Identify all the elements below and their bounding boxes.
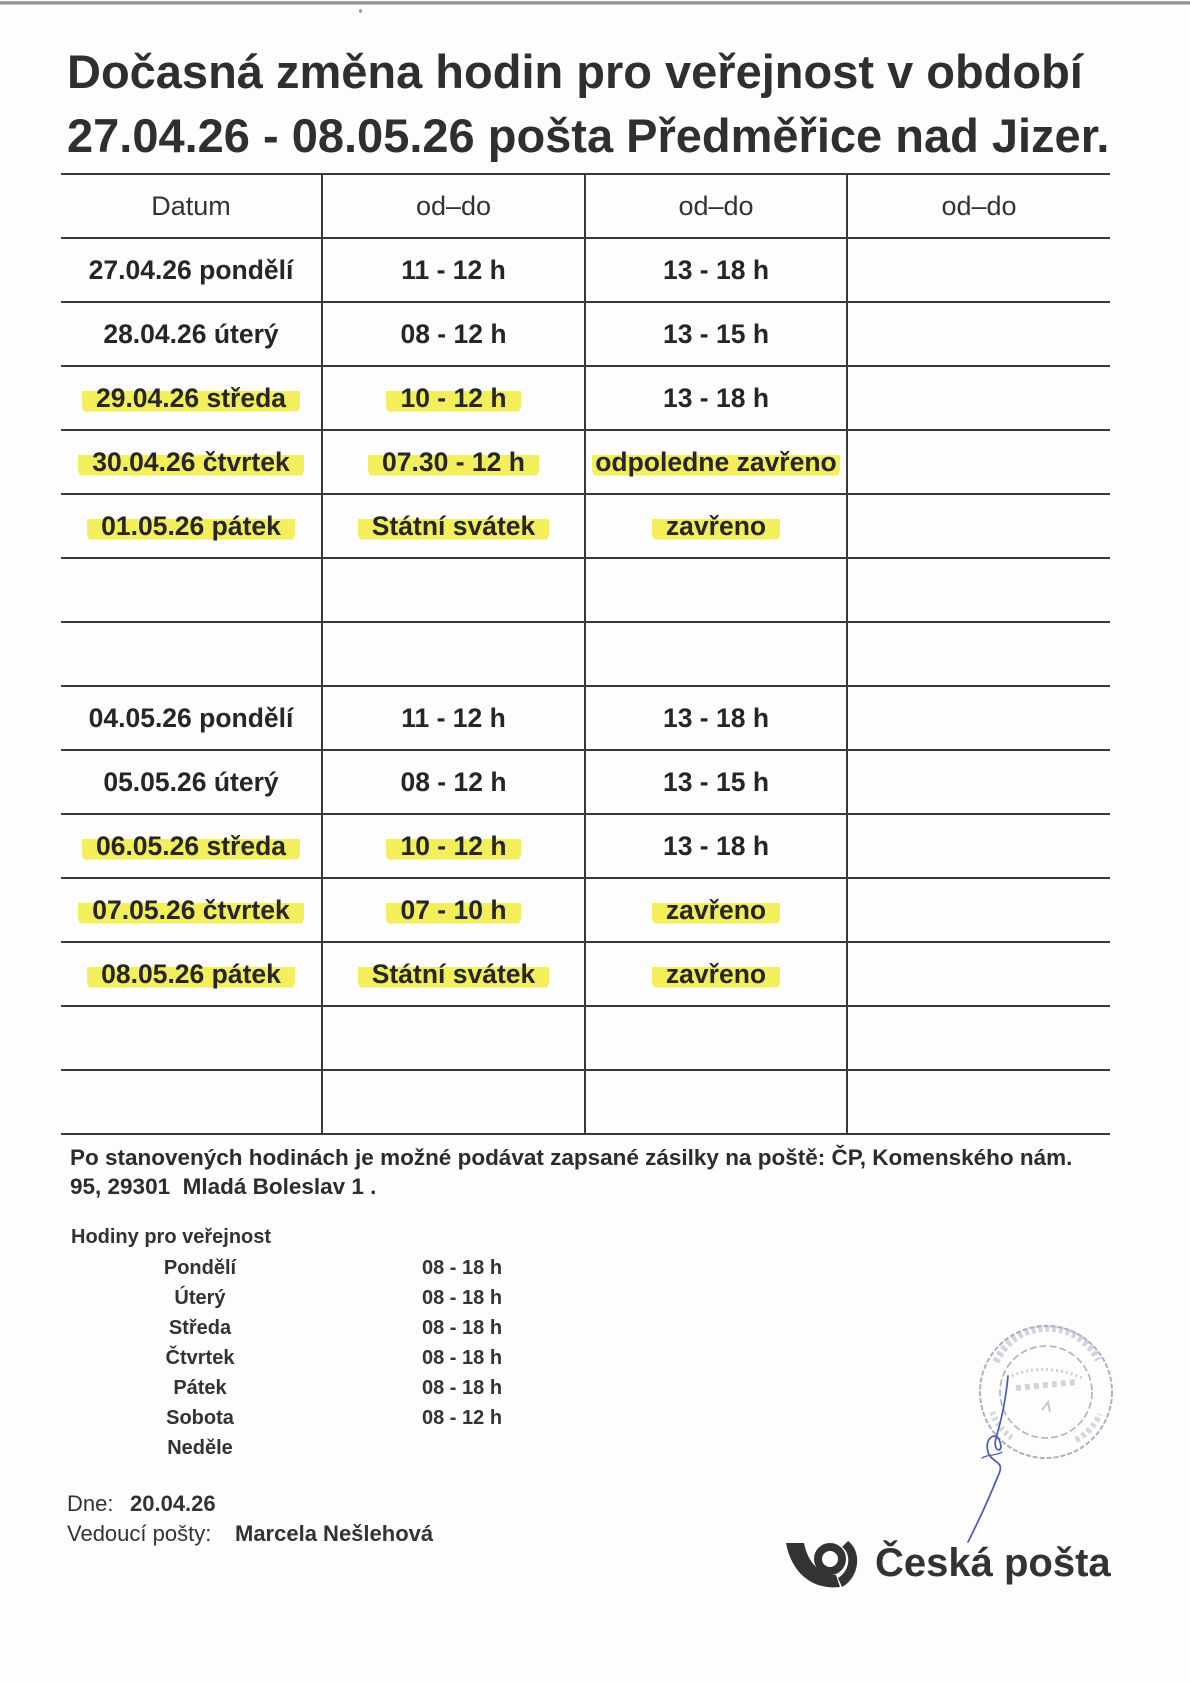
schedule-row <box>61 686 1110 750</box>
issue-date-line <box>67 1489 567 1519</box>
slot-3-cell <box>847 238 1110 302</box>
slot-1-cell <box>322 430 585 494</box>
day-hours: 08 - 12 h <box>422 1407 503 1429</box>
date-text: 29.04.26 středa <box>82 381 300 415</box>
day-name: Pondělí <box>163 1257 237 1279</box>
slot-2-text: 13 - 18 h <box>662 703 770 733</box>
slot-1-text: 08 - 12 h <box>400 319 507 349</box>
slot-1-text: 11 - 12 h <box>401 703 506 733</box>
schedule-row <box>61 494 1110 558</box>
date-cell <box>61 814 322 878</box>
day-name: Úterý <box>174 1287 226 1309</box>
slot-1-cell <box>322 750 585 814</box>
slot-3-cell <box>847 494 1110 558</box>
date-cell <box>61 366 322 430</box>
date-text: 08.05.26 pátek <box>87 957 295 991</box>
slot-2-cell <box>585 302 847 366</box>
schedule-row <box>61 302 1110 366</box>
notice-line-1: Po stanovených hodinách je možné podávat zapsané zásilky na poště: ČP, Komenského nám. <box>70 1145 1073 1170</box>
date-text: 01.05.26 pátek <box>87 509 295 543</box>
schedule-row <box>61 942 1110 1006</box>
page-title-line-2: 27.04.26 - 08.05.26 pošta Předměřice nad Jizer. <box>67 109 1110 162</box>
slot-2-cell <box>585 750 847 814</box>
hours-row <box>0 1343 600 1373</box>
date-label: Dne: <box>67 1491 114 1516</box>
notice-line-2: 95, 29301 Mladá Boleslav 1 . <box>70 1174 377 1199</box>
slot-2-cell <box>585 494 847 558</box>
slot-2-cell <box>585 558 847 622</box>
slot-3-cell <box>847 686 1110 750</box>
slot-2-text: zavřeno <box>652 957 780 991</box>
date-text: 06.05.26 středa <box>82 829 300 863</box>
schedule-row <box>61 430 1110 494</box>
slot-1-text: 08 - 12 h <box>400 767 507 797</box>
date-text: 28.04.26 úterý <box>103 319 279 349</box>
day-hours: 08 - 18 h <box>422 1317 503 1339</box>
regular-hours-title: Hodiny pro veřejnost <box>71 1226 272 1248</box>
schedule-row <box>61 750 1110 814</box>
alternative-post-office-notice <box>70 1143 1072 1201</box>
slot-2-text: 13 - 15 h <box>662 767 770 797</box>
ceska-posta-logo <box>784 1534 1124 1594</box>
slot-3-cell <box>847 750 1110 814</box>
date-cell <box>61 622 322 686</box>
slot-1-text: 07 - 10 h <box>386 893 520 927</box>
slot-2-cell <box>585 878 847 942</box>
logo-text: Česká pošta <box>875 1541 1111 1585</box>
header-row <box>61 174 1110 238</box>
slot-1-cell <box>322 366 585 430</box>
day-name: Středa <box>168 1317 232 1339</box>
manager-name: Marcela Nešlehová <box>235 1521 434 1546</box>
day-hours: 08 - 18 h <box>422 1377 503 1399</box>
slot-1-cell <box>322 1006 585 1070</box>
date-cell <box>61 686 322 750</box>
hours-row <box>0 1373 600 1403</box>
postal-horn-icon <box>784 1537 864 1591</box>
slot-3-cell <box>847 558 1110 622</box>
slot-2-cell <box>585 814 847 878</box>
day-name: Čtvrtek <box>165 1347 235 1369</box>
slot-3-cell <box>847 430 1110 494</box>
schedule-body <box>61 238 1110 1134</box>
slot-1-cell <box>322 494 585 558</box>
slot-1-text: 10 - 12 h <box>386 829 520 863</box>
day-name: Pátek <box>173 1377 227 1399</box>
day-hours: 08 - 18 h <box>422 1257 503 1279</box>
hours-row <box>0 1403 600 1433</box>
slot-2-text: 13 - 18 h <box>662 255 770 285</box>
slot-1-cell <box>322 622 585 686</box>
schedule-table <box>61 173 1110 1135</box>
day-name: Sobota <box>166 1407 234 1429</box>
regular-hours-list <box>0 1253 600 1463</box>
date-cell <box>61 1006 322 1070</box>
slot-2-cell <box>585 686 847 750</box>
header-date: Datum <box>61 174 322 238</box>
slot-2-cell <box>585 1006 847 1070</box>
slot-3-cell <box>847 942 1110 1006</box>
header-slot-3: od–do <box>847 174 1110 238</box>
date-cell <box>61 494 322 558</box>
slot-2-text: 13 - 18 h <box>662 383 770 413</box>
date-cell <box>61 942 322 1006</box>
hours-row <box>0 1313 600 1343</box>
slot-3-cell <box>847 1006 1110 1070</box>
slot-1-cell <box>322 238 585 302</box>
day-name: Neděle <box>167 1437 233 1459</box>
slot-1-cell <box>322 814 585 878</box>
header-slot-1: od–do <box>322 174 585 238</box>
schedule-row <box>61 814 1110 878</box>
date-text: 30.04.26 čtvrtek <box>78 445 303 479</box>
date-value: 20.04.26 <box>130 1491 216 1516</box>
slot-2-text: odpoledne zavřeno <box>592 445 839 479</box>
date-text: 04.05.26 pondělí <box>88 703 294 733</box>
handwritten-signature <box>952 1372 1042 1547</box>
date-cell <box>61 1070 322 1134</box>
slot-1-text: 11 - 12 h <box>401 255 506 285</box>
slot-2-cell <box>585 430 847 494</box>
slot-3-cell <box>847 814 1110 878</box>
schedule-row <box>61 238 1110 302</box>
date-cell <box>61 878 322 942</box>
slot-1-cell <box>322 686 585 750</box>
slot-3-cell <box>847 622 1110 686</box>
schedule-row-empty <box>61 1006 1110 1070</box>
day-hours: 08 - 18 h <box>422 1347 503 1369</box>
slot-1-text: Státní svátek <box>358 957 550 991</box>
schedule-header <box>61 174 1110 238</box>
manager-label: Vedoucí pošty: <box>67 1521 212 1546</box>
date-cell <box>61 750 322 814</box>
date-text: 07.05.26 čtvrtek <box>78 893 303 927</box>
date-cell <box>61 238 322 302</box>
slot-3-cell <box>847 366 1110 430</box>
schedule-row-empty <box>61 1070 1110 1134</box>
date-text: 05.05.26 úterý <box>103 767 279 797</box>
slot-1-text: 07.30 - 12 h <box>368 445 539 479</box>
slot-2-text: zavřeno <box>652 509 780 543</box>
slot-1-text: 10 - 12 h <box>386 381 520 415</box>
scan-speck <box>359 9 362 13</box>
hours-row <box>0 1253 600 1283</box>
slot-3-cell <box>847 1070 1110 1134</box>
slot-1-cell <box>322 942 585 1006</box>
slot-1-cell <box>322 1070 585 1134</box>
date-cell <box>61 430 322 494</box>
slot-3-cell <box>847 302 1110 366</box>
manager-line <box>67 1519 567 1549</box>
page-title-line-1: Dočasná změna hodin pro veřejnost v období <box>67 45 1083 98</box>
schedule-row <box>61 878 1110 942</box>
hours-row <box>0 1283 600 1313</box>
hours-row <box>0 1433 600 1463</box>
slot-2-text: zavřeno <box>652 893 780 927</box>
date-cell <box>61 302 322 366</box>
day-hours: 08 - 18 h <box>422 1287 503 1309</box>
slot-1-cell <box>322 302 585 366</box>
slot-2-cell <box>585 1070 847 1134</box>
scan-edge <box>0 1 1190 5</box>
slot-2-cell <box>585 366 847 430</box>
date-cell <box>61 558 322 622</box>
slot-2-cell <box>585 942 847 1006</box>
slot-1-text: Státní svátek <box>358 509 550 543</box>
slot-2-cell <box>585 622 847 686</box>
header-slot-2: od–do <box>585 174 847 238</box>
schedule-row-empty <box>61 558 1110 622</box>
slot-3-cell <box>847 878 1110 942</box>
slot-2-text: 13 - 15 h <box>662 319 770 349</box>
slot-1-cell <box>322 558 585 622</box>
schedule-row <box>61 366 1110 430</box>
schedule-row-empty <box>61 622 1110 686</box>
slot-2-cell <box>585 238 847 302</box>
date-text: 27.04.26 pondělí <box>88 255 294 285</box>
slot-2-text: 13 - 18 h <box>662 831 770 861</box>
slot-1-cell <box>322 878 585 942</box>
